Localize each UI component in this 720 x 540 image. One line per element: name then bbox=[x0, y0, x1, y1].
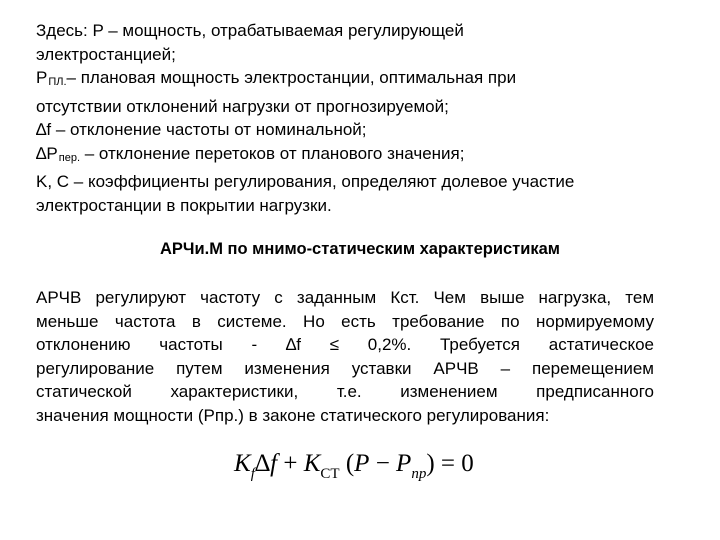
formula-ppr-subscript: пр bbox=[411, 466, 427, 482]
variables-legend bbox=[36, 19, 686, 217]
paragraph-line: значения мощности (Pпр.) в законе статического регулирования: bbox=[36, 405, 550, 425]
section-heading: АРЧи.М по мнимо-статическим характеристикам bbox=[159, 240, 561, 258]
dpper-description: – отклонение перетоков от планового значения; bbox=[80, 143, 465, 163]
legend-line-p: Здесь: P – мощность, отрабатываемая регулирующей bbox=[36, 21, 464, 40]
paragraph-line: статической характеристики, т.е. изменением предписанного bbox=[36, 382, 654, 401]
legend-line-p-cont: электростанцией; bbox=[36, 44, 176, 64]
formula-close-equals-zero: ) = 0 bbox=[426, 450, 474, 477]
ppl-symbol: P bbox=[36, 68, 48, 87]
dpper-symbol: ∆P bbox=[36, 143, 58, 163]
ppl-description: – плановая мощность электростанции, оптимальная при bbox=[66, 68, 517, 87]
legend-line-ppl-cont: отсутствии отклонений нагрузки от прогнозируемой; bbox=[36, 96, 449, 116]
formula-minus: − bbox=[369, 450, 397, 477]
formula-kct-subscript: CT bbox=[320, 466, 340, 482]
formula-k-subscript: f bbox=[250, 466, 255, 482]
formula-delta-f: ∆f bbox=[254, 450, 278, 477]
formula-p: P bbox=[354, 450, 370, 477]
body-paragraph bbox=[36, 286, 654, 427]
legend-line-ppl bbox=[36, 66, 686, 95]
regulation-formula bbox=[234, 450, 474, 483]
formula-plus: + bbox=[277, 450, 304, 477]
paragraph-line: отклонению частоты - ∆f ≤ 0,2%. Требуется астатическое bbox=[36, 335, 654, 354]
formula-kct: K bbox=[303, 450, 321, 477]
ppl-subscript: ПЛ. bbox=[48, 76, 67, 88]
formula-open-paren: ( bbox=[339, 450, 355, 477]
paragraph-line: меньше частота в системе. Но есть требование по нормируемому bbox=[36, 311, 654, 331]
legend-line-kc: K, C – коэффициенты регулирования, определяют долевое участие bbox=[36, 172, 575, 191]
paragraph-line: регулирование путем изменения уставки АРЧВ – перемещением bbox=[36, 358, 654, 378]
formula-k: K bbox=[234, 450, 251, 477]
formula-ppr: P bbox=[396, 450, 412, 477]
legend-line-dpper bbox=[36, 142, 686, 171]
legend-line-kc-cont: электростанции в покрытии нагрузки. bbox=[36, 195, 332, 215]
dpper-subscript: пер. bbox=[58, 151, 80, 164]
legend-line-df: ∆f – отклонение частоты от номинальной; bbox=[36, 120, 367, 139]
paragraph-line: АРЧВ регулируют частоту с заданным Кст. Чем выше нагрузка, тем bbox=[36, 288, 654, 307]
